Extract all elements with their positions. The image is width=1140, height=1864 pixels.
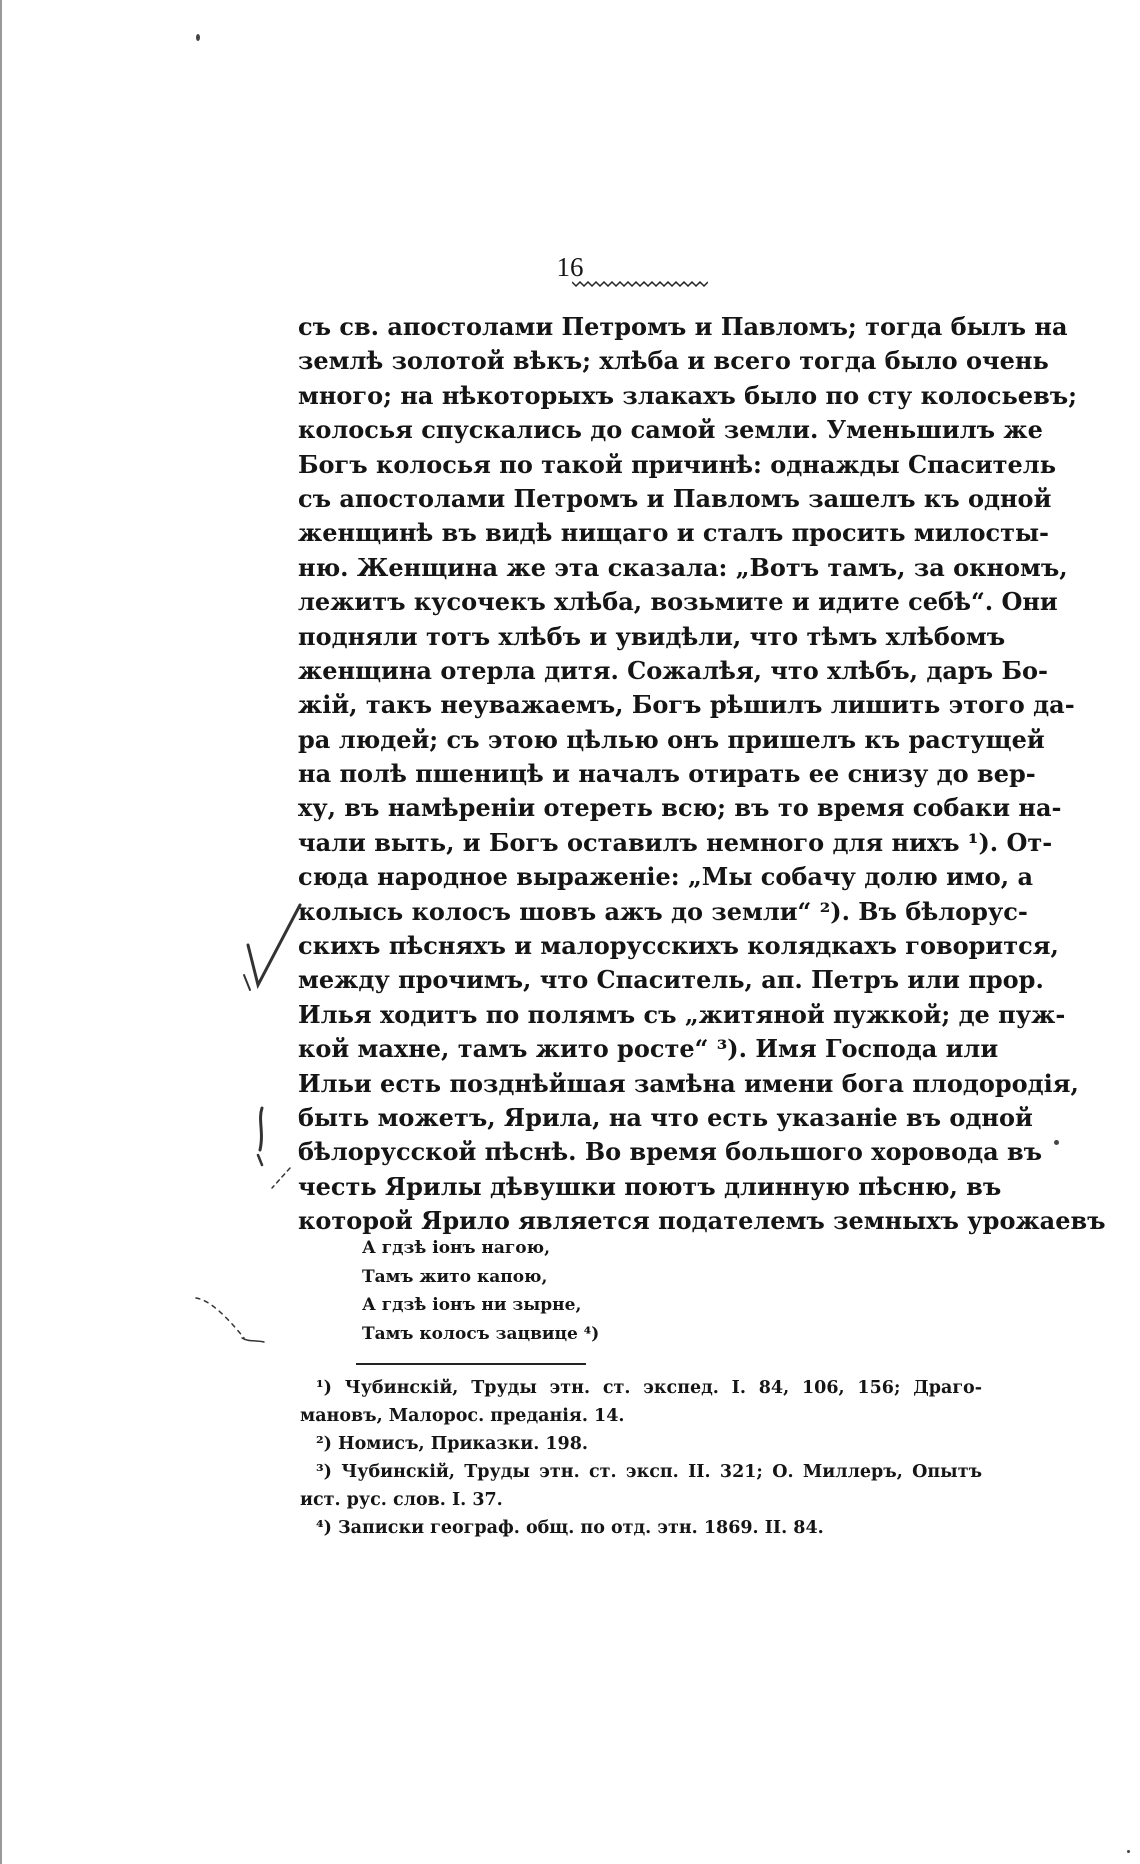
body-line: скихъ пѣсняхъ и малорусскихъ колядкахъ говорится, [298, 931, 1059, 961]
body-line: жій, такъ неуважаемъ, Богъ рѣшилъ лишить этого да- [298, 690, 1075, 720]
verse-line: А гдзѣ іонъ ни зырне, [362, 1295, 582, 1315]
page-number: 16 [556, 252, 584, 282]
body-line: много; на нѣкоторыхъ злакахъ было по сту колосьевъ; [298, 380, 1078, 410]
stray-dot [1127, 1850, 1130, 1853]
body-line: Ильи есть позднѣйшая замѣна имени бога плодородія, [298, 1068, 1079, 1098]
verse-line: Тамъ жито капою, [362, 1266, 548, 1287]
body-line: съ апостолами Петромъ и Павломъ зашелъ къ одной [298, 483, 1052, 513]
body-line: ра людей; съ этою цѣлью онъ пришелъ къ растущей [298, 724, 1045, 754]
body-line: кой махне, тамъ жито росте“ ³). Имя Господа или [298, 1034, 999, 1064]
body-line: ху, въ намѣреніи отереть всю; въ то время собаки на- [298, 793, 1062, 823]
verse-line: Тамъ колосъ зацвице ⁴) [362, 1323, 600, 1344]
stray-dot [196, 34, 200, 41]
body-line: колосья спускались до самой земли. Уменьшилъ же [298, 415, 1043, 445]
body-line: честь Ярилы дѣвушки поютъ длинную пѣсню, въ [298, 1171, 1002, 1201]
footnote-4: ⁴) Записки географ. общ. по отд. этн. 1869. II. 84. [316, 1518, 824, 1538]
body-line: которой Ярило является подателемъ земныхъ урожаевъ [298, 1206, 1106, 1236]
body-line: лежитъ кусочекъ хлѣба, возьмите и идите себѣ“. Они [298, 587, 1058, 617]
body-line: подняли тотъ хлѣбъ и увидѣли, что тѣмъ хлѣбомъ [298, 621, 1006, 651]
body-line: на полѣ пшеницѣ и началъ отирать ее снизу до вер- [298, 759, 1036, 789]
body-line: женщинѣ въ видѣ нищаго и сталъ просить милосты- [298, 518, 1049, 548]
body-line: женщина отерла дитя. Сожалѣя, что хлѣбъ, даръ Бо- [298, 655, 1048, 685]
body-line: колысь колосъ шовъ ажъ до земли“ ²). Въ бѣлорус- [298, 896, 1028, 926]
footnote-3-line-1: ³) Чубинскій, Труды этн. ст. эксп. II. 321; О. Миллеръ, Опытъ [316, 1462, 982, 1482]
body-line: сюда народное выраженіе: „Мы собачу долю имо, а [298, 862, 1034, 892]
body-line: между прочимъ, что Спаситель, ап. Петръ или прор. [298, 965, 1044, 995]
body-line: Богъ колосья по такой причинѣ: однажды Спаситель [298, 449, 1057, 479]
verse-line: А гдзѣ іонъ нагою, [362, 1238, 550, 1258]
body-line: ню. Женщина же эта сказала: „Вотъ тамъ, за окномъ, [298, 552, 1068, 582]
stray-dot [1054, 1140, 1059, 1145]
footnote-1-line-2: мановъ, Малорос. преданія. 14. [300, 1406, 625, 1426]
body-line: быть можетъ, Ярила, на что есть указаніе въ одной [298, 1102, 1033, 1132]
footnote-1-line-1: ¹) Чубинскій, Труды этн. ст. экспед. I. 84, 106, 156; Драго- [316, 1378, 982, 1398]
body-line: съ св. апостолами Петромъ и Павломъ; тогда былъ на [298, 312, 1068, 341]
footnote-3-line-2: ист. рус. слов. I. 37. [300, 1490, 503, 1510]
body-line: землѣ золотой вѣкъ; хлѣба и всего тогда было очень [298, 346, 1049, 376]
footnote-2: ²) Номисъ, Приказки. 198. [316, 1434, 589, 1454]
body-line: Илья ходитъ по полямъ съ „житяной пужкой; де пуж- [298, 999, 1066, 1029]
body-line: чали выть, и Богъ оставилъ немного для нихъ ¹). От- [298, 827, 1053, 857]
body-line: бѣлорусской пѣснѣ. Во время большого хоровода въ [298, 1137, 1043, 1167]
